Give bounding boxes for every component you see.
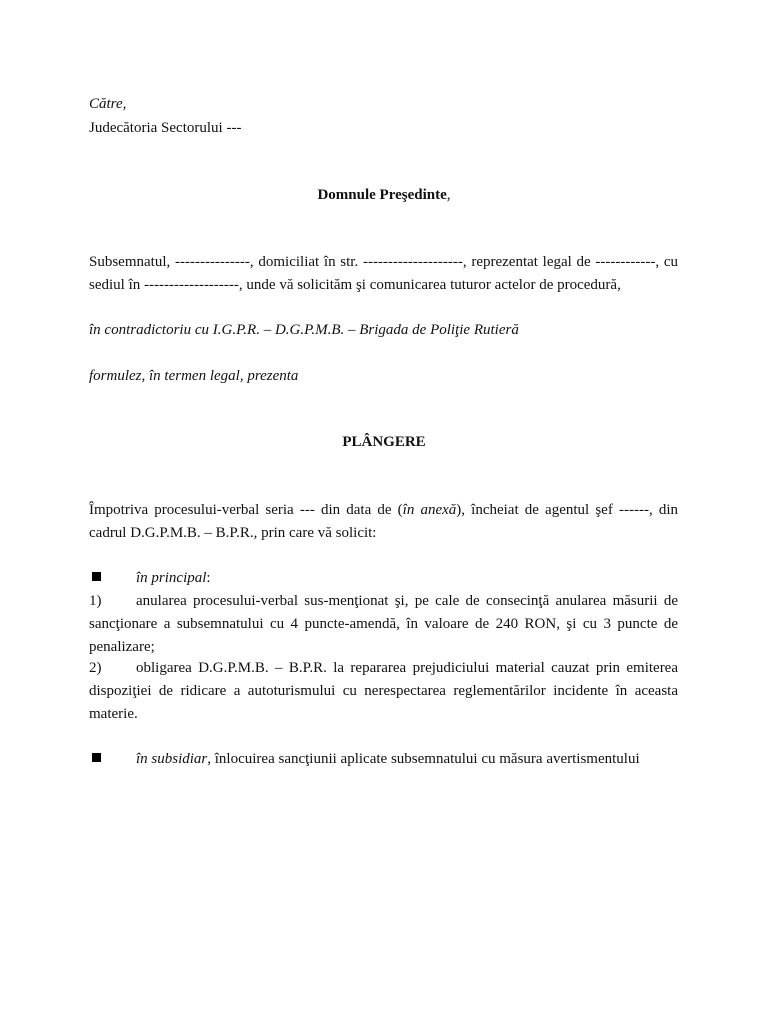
principal-item-2: [89, 657, 678, 726]
court-name: Judecătoria Sectorului ---: [89, 120, 242, 136]
principal-heading: [89, 568, 211, 588]
intro-paragraph: Subsemnatul, ---------------, domiciliat în str. --------------------, reprezentat legal de ------------, cu sediul în -------------------, unde vă solicităm şi comunicarea tuturor actelor de procedură,: [89, 254, 678, 293]
square-bullet-icon: [92, 753, 101, 762]
subsidiary-text: , înlocuirea sancţiunii aplicate subsemnatului cu măsura avertismentului: [207, 751, 640, 767]
against-part2: ), încheiat de agentul şef ------, din cadrul D.G.P.M.B. – B.P.R., prin care vă solicit:: [89, 502, 678, 541]
subsidiary-label: în subsidiar: [136, 751, 208, 767]
salutation-text: Domnule Preşedinte: [317, 187, 447, 203]
item-text: anularea procesului-verbal sus-menţionat şi, pe cale de consecinţă anularea măsurii de sancţionare a subsemnatului cu 4 puncte-amendă, în valoare de 240 RON, şi cu 3 puncte de penalizare;: [89, 593, 678, 655]
against-part1: Împotriva procesului-verbal seria --- din data de (: [89, 502, 403, 518]
square-bullet-icon: [92, 572, 101, 581]
salutation-punct: ,: [446, 187, 451, 203]
subsidiary-line: [89, 749, 640, 769]
against-paragraph: [89, 499, 678, 545]
item-text: obligarea D.G.P.M.B. – B.P.R. la repararea prejudiciului material cauzat prin emiterea dispoziţiei de ridicare a autoturismului cu nerespectarea reglementărilor incidente în aceasta materie.: [89, 660, 678, 722]
principal-label: în principal: [136, 570, 207, 586]
document-title: PLÂNGERE: [342, 434, 426, 450]
item-number: 1): [89, 593, 102, 609]
formulate-line: formulez, în termen legal, prezenta: [89, 368, 299, 384]
item-number: 2): [89, 660, 102, 676]
contradictory-line: în contradictoriu cu I.G.P.R. – D.G.P.M.B. – Brigada de Poliţie Rutieră: [89, 322, 519, 338]
salutation: [0, 185, 768, 205]
principal-colon: :: [206, 570, 211, 586]
principal-item-1: [89, 590, 678, 659]
addressee-label: Către,: [89, 96, 127, 112]
against-annex: în anexă: [402, 502, 457, 518]
